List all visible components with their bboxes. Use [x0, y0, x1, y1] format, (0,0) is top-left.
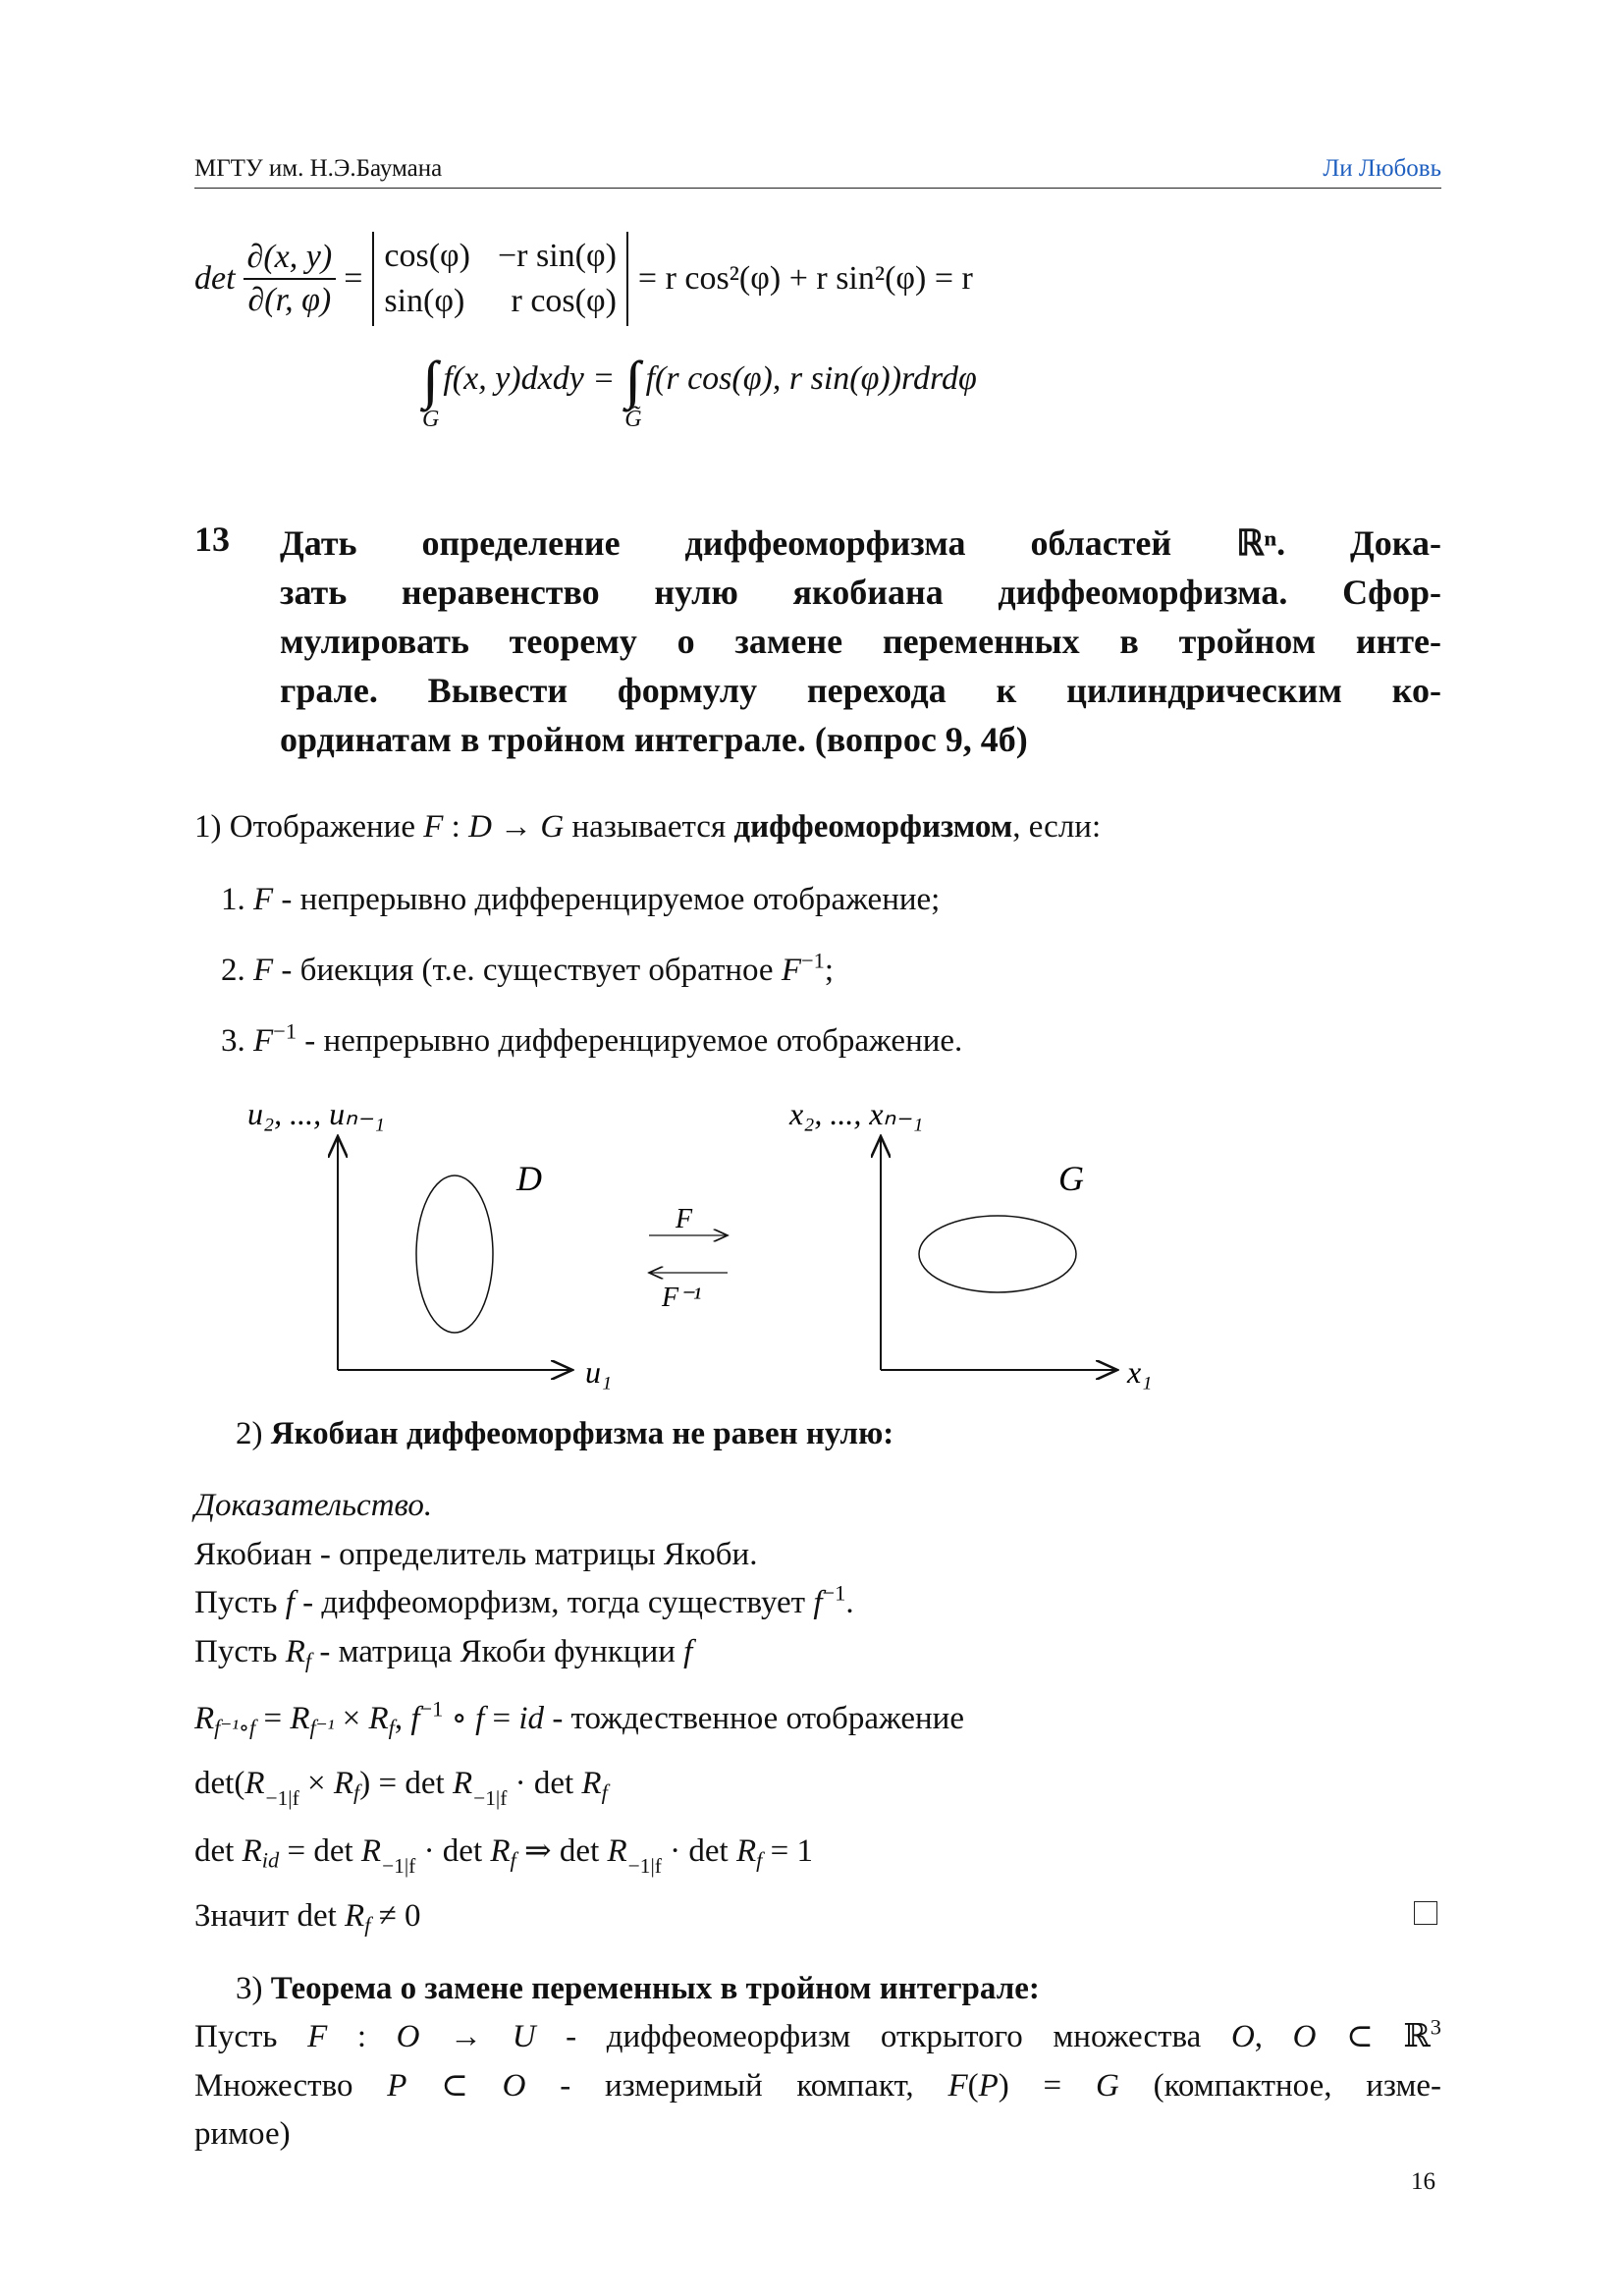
- subscript: f: [304, 1648, 312, 1673]
- left-x-label: u₁: [585, 1354, 613, 1390]
- subscript: f: [510, 1847, 516, 1873]
- math-run: O: [396, 2019, 420, 2054]
- math-run: F: [307, 2019, 328, 2054]
- subscript: f: [601, 1779, 608, 1805]
- subsup-script: −1|f: [265, 1785, 299, 1810]
- text-run: ;: [824, 953, 835, 988]
- integral-lhs: f(x, y)dxdy =: [443, 359, 616, 397]
- integral-icon: ∫∫: [625, 351, 627, 410]
- math-run: R: [368, 1701, 389, 1736]
- superscript: 3: [1430, 2014, 1441, 2040]
- proof-line: [194, 1632, 692, 1671]
- proof-line: [194, 1896, 421, 1936]
- text-run: · det: [415, 1833, 491, 1869]
- math-run: Доказательство.: [194, 1488, 433, 1523]
- text-run: (компактное, изме-: [1118, 2068, 1441, 2104]
- right-y-label: x₂, ..., xₙ₋₁: [789, 1096, 924, 1131]
- left-y-label: u₂, ..., uₙ₋₁: [247, 1096, 385, 1131]
- math-run: R: [194, 1701, 215, 1736]
- text-run: ,: [394, 1701, 411, 1736]
- matrix-cell: r cos(φ): [511, 283, 617, 319]
- text-run: - непрерывно дифференцируемое отображение;: [273, 882, 941, 917]
- text-run: = 1: [762, 1833, 814, 1869]
- math-run: f: [683, 1634, 693, 1669]
- matrix-cell: cos(φ): [384, 238, 470, 274]
- text-run: - диффеоморфизм, тогда существует: [294, 1585, 814, 1620]
- text-run: ⇒ det: [515, 1833, 608, 1869]
- math-run: G: [1095, 2068, 1119, 2104]
- math-run: R: [242, 1833, 262, 1869]
- math-run: R: [360, 1833, 382, 1869]
- superscript: −1: [822, 1580, 846, 1606]
- math-run: R: [452, 1766, 473, 1801]
- text-run: .: [845, 1585, 854, 1620]
- subscript: f⁻¹: [309, 1715, 335, 1740]
- text-run: 1.: [221, 882, 253, 917]
- math-run: O: [502, 2068, 526, 2104]
- math-run: P: [978, 2068, 999, 2104]
- text-run: ≠ 0: [370, 1898, 421, 1934]
- text-run: ⊂: [406, 2068, 503, 2104]
- math-run: F: [947, 2068, 968, 2104]
- part3-heading: [236, 1969, 1040, 2008]
- page-number: 16: [1411, 2168, 1435, 2195]
- math-run: R: [290, 1701, 310, 1736]
- subscript: f: [364, 1912, 371, 1938]
- text-run: Пусть: [194, 1634, 286, 1669]
- text-run: - тождественное отображение: [544, 1701, 964, 1736]
- math-run: P: [387, 2068, 407, 2104]
- inverse-map-label: F⁻¹: [662, 1283, 702, 1313]
- subscript: f⁻¹∘f: [214, 1715, 256, 1740]
- text-run: - биекция (т.е. существует обратное: [273, 953, 782, 988]
- text-run: det(: [194, 1766, 245, 1801]
- right-x-label: x₁: [1127, 1354, 1153, 1390]
- text-run: называется: [564, 809, 734, 845]
- theorem-line: [194, 2014, 1441, 2056]
- text-run: - измеримый компакт,: [525, 2068, 948, 2104]
- math-run: D: [468, 809, 492, 845]
- text-run: ×: [298, 1766, 334, 1801]
- text-run: →: [419, 2019, 513, 2054]
- subsup-script: −1|f: [627, 1853, 662, 1878]
- theorem-line: [194, 2114, 291, 2154]
- fraction-numerator: ∂(x, y): [243, 239, 337, 280]
- fraction-denominator: ∂(r, φ): [247, 282, 332, 318]
- text-run: - матрица Якоби функции: [311, 1634, 684, 1669]
- math-run: f: [813, 1585, 823, 1620]
- text-run: 2): [236, 1416, 271, 1451]
- text-run: = det: [279, 1833, 361, 1869]
- integral-rhs: f(r cos(φ), r sin(φ))rdrdφ: [645, 359, 977, 397]
- matrix-cell: −r sin(φ): [497, 238, 617, 274]
- math-run: id: [518, 1701, 545, 1736]
- text-run: · det: [507, 1766, 582, 1801]
- math-run: R: [490, 1833, 511, 1869]
- text-run: ,: [1254, 2019, 1293, 2054]
- integral-domain: G: [422, 407, 440, 432]
- region-g-label: G: [1058, 1159, 1084, 1198]
- integral-icon: ∫∫: [422, 351, 425, 410]
- text-run: ⊂ ℝ: [1316, 2019, 1431, 2054]
- subscript: f: [353, 1779, 360, 1805]
- math-run: R: [345, 1898, 365, 1934]
- subsup-script: −1|f: [382, 1853, 416, 1878]
- math-run: O: [1292, 2019, 1317, 2054]
- math-run: F: [253, 1023, 274, 1059]
- proof-line: [194, 1580, 854, 1622]
- math-run: f: [475, 1701, 485, 1736]
- text-run: римое): [194, 2116, 291, 2152]
- math-run: U: [512, 2019, 536, 2054]
- math-run: O: [1230, 2019, 1255, 2054]
- proof-line: [194, 1535, 757, 1574]
- det-label: det: [194, 260, 236, 297]
- title-line: грале. Вывести формулу перехода к цилиндрическим ко-: [280, 671, 1441, 710]
- proof-label: [194, 1486, 432, 1525]
- subsup-script: −1|f: [473, 1785, 508, 1810]
- matrix-cell: sin(φ): [384, 283, 465, 319]
- text-run: ∘: [443, 1701, 476, 1736]
- proof-line: [194, 1696, 964, 1740]
- text-run: - непрерывно дифференцируемое отображение.: [297, 1023, 963, 1059]
- region-d-ellipse: [416, 1175, 493, 1333]
- math-run: G: [540, 809, 565, 845]
- integral-domain: G̃: [624, 407, 642, 432]
- text-run: Пусть: [194, 2019, 308, 2054]
- math-run: R: [607, 1833, 627, 1869]
- region-g-ellipse: [919, 1216, 1076, 1292]
- title-line: ординатам в тройном интеграле. (вопрос 9, 4б): [280, 720, 1028, 759]
- text-run: =: [255, 1701, 291, 1736]
- superscript: −1: [419, 1696, 444, 1722]
- text-run: Значит det: [194, 1898, 346, 1934]
- equals-sign: =: [344, 260, 363, 297]
- region-d-label: D: [516, 1159, 542, 1198]
- math-run: F: [253, 882, 274, 917]
- text-run: :: [443, 809, 469, 845]
- math-run: f: [285, 1585, 295, 1620]
- math-run: F: [423, 809, 444, 845]
- formula-rhs: = r cos²(φ) + r sin²(φ) = r: [637, 260, 973, 297]
- text-run: (: [967, 2068, 979, 2104]
- subscript: f: [388, 1715, 395, 1740]
- bold-run: Якобиан диффеоморфизма не равен нулю:: [270, 1416, 894, 1451]
- theorem-line: [194, 2066, 1441, 2105]
- math-run: R: [244, 1766, 265, 1801]
- subscript: f: [756, 1847, 763, 1873]
- proof-line: [194, 1831, 813, 1876]
- superscript: −1: [801, 948, 825, 973]
- part2-heading: [236, 1414, 893, 1453]
- text-run: 3.: [221, 1023, 253, 1059]
- subscript: id: [261, 1847, 280, 1873]
- section-number: 13: [194, 519, 230, 559]
- bold-run: Теорема о замене переменных в тройном интеграле:: [270, 1971, 1040, 2006]
- superscript: −1: [273, 1018, 298, 1044]
- text-run: :: [327, 2019, 397, 2054]
- math-run: R: [285, 1634, 305, 1669]
- text-run: 3): [236, 1971, 271, 2006]
- bold-run: диффеоморфизмом: [733, 809, 1013, 845]
- text-run: · det: [661, 1833, 736, 1869]
- text-run: - диффеомеорфизм открытого множества: [535, 2019, 1231, 2054]
- text-run: ) = det: [359, 1766, 453, 1801]
- math-run: R: [735, 1833, 757, 1869]
- text-run: ×: [334, 1701, 369, 1736]
- text-run: Пусть: [194, 1585, 286, 1620]
- text-run: det: [194, 1833, 243, 1869]
- math-run: f: [410, 1701, 420, 1736]
- math-run: R: [333, 1766, 354, 1801]
- text-run: , если:: [1012, 809, 1102, 845]
- text-run: Множество: [194, 2068, 388, 2104]
- proof-line: [194, 1764, 608, 1808]
- text-run: 2.: [221, 953, 253, 988]
- text-run: ) =: [998, 2068, 1096, 2104]
- text-run: =: [484, 1701, 519, 1736]
- title-line: Дать определение диффеоморфизма областей ℝⁿ. Дока-: [280, 523, 1441, 563]
- text-run: →: [491, 809, 541, 845]
- header-author: Ли Любовь: [1323, 155, 1441, 182]
- text-run: 1) Отображение: [194, 809, 424, 845]
- title-line: мулировать теорему о замене переменных в тройном инте-: [280, 622, 1441, 661]
- title-line: зать неравенство нулю якобиана диффеоморфизма. Сфор-: [280, 573, 1441, 612]
- header-institution: МГТУ им. Н.Э.Баумана: [194, 155, 443, 182]
- math-run: R: [581, 1766, 602, 1801]
- math-run: F: [253, 953, 274, 988]
- qed-square-icon: [1414, 1901, 1437, 1925]
- text-run: Якобиан - определитель матрицы Якоби.: [194, 1537, 758, 1572]
- math-run: F: [781, 953, 801, 988]
- forward-map-label: F: [676, 1204, 693, 1234]
